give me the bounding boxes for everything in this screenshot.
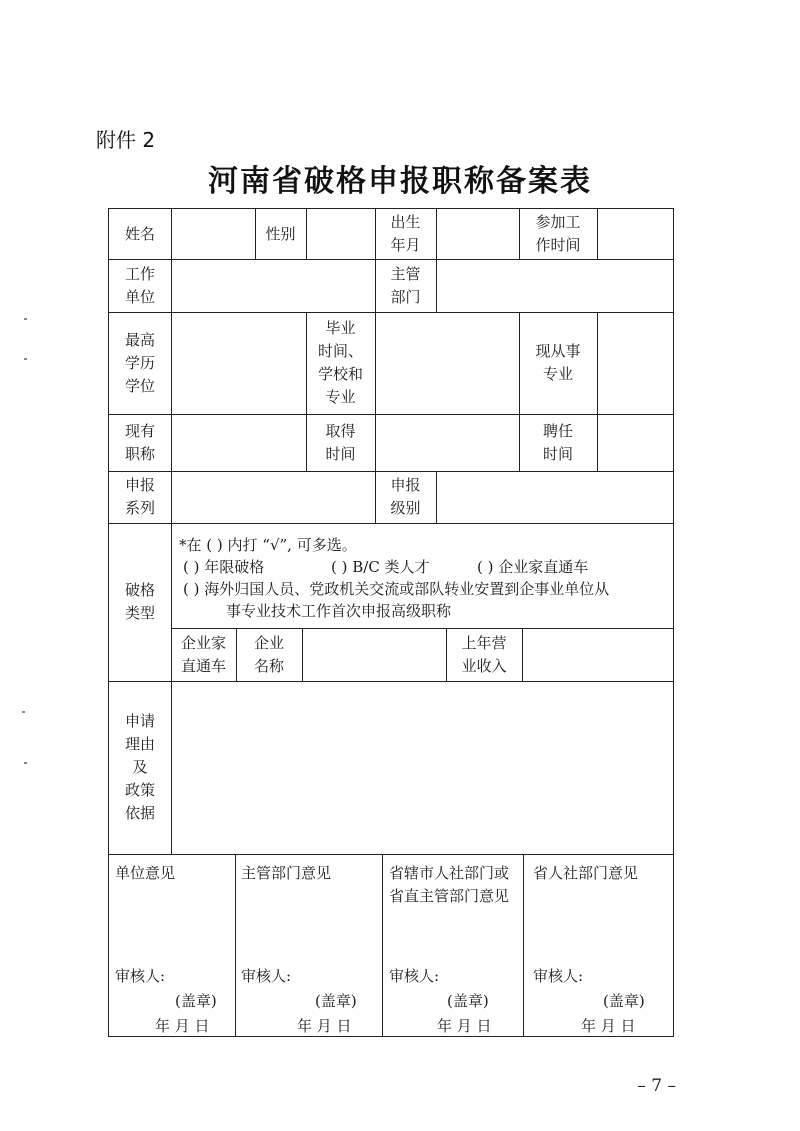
dept-seal: (盖章)	[315, 992, 357, 1010]
city-date: 年 月 日	[437, 1017, 492, 1035]
graduation-field[interactable]	[375, 312, 519, 414]
scan-speck	[24, 318, 27, 320]
page-number: – 7 –	[637, 1076, 676, 1096]
province-reviewer: 审核人:	[533, 967, 584, 985]
work-unit-label: 工作 单位	[124, 264, 155, 306]
option-returnee-transfer[interactable]: ( ) 海外归国人员、党政机关交流或部队转业安置到企事业单位从	[183, 580, 610, 598]
col-line	[382, 854, 383, 1036]
gender-label: 性别	[265, 224, 296, 243]
level-label: 申报 级别	[390, 476, 421, 517]
city-seal: (盖章)	[447, 992, 489, 1010]
dept-opinion-title: 主管部门意见	[241, 864, 332, 882]
scan-speck	[24, 358, 27, 360]
province-date: 年 月 日	[581, 1017, 636, 1035]
birth-field[interactable]	[436, 209, 519, 259]
city-opinion-title: 省辖市人社部门或	[389, 864, 510, 882]
row-line	[109, 523, 673, 524]
company-name-label: 企业 名称	[253, 633, 284, 675]
filing-form-table	[108, 208, 674, 1037]
row-line	[109, 854, 673, 855]
birth-label: 出生 年月	[390, 213, 421, 254]
work-unit-field[interactable]	[171, 259, 375, 312]
province-seal: (盖章)	[603, 992, 645, 1010]
unit-reviewer: 审核人:	[115, 967, 166, 985]
option-returnee-transfer-cont: 事专业技术工作首次申报高级职称	[226, 602, 452, 620]
current-title-field[interactable]	[171, 414, 306, 471]
name-label: 姓名	[124, 224, 155, 243]
break-type-note: *在 ( ) 内打 “√”, 可多选。	[179, 536, 357, 554]
supervising-dept-field[interactable]	[436, 259, 673, 312]
reason-label: 申请 理由 及 政策 依据	[124, 712, 155, 822]
gender-field[interactable]	[306, 209, 375, 259]
col-line	[523, 854, 524, 1036]
dept-reviewer: 审核人:	[241, 967, 292, 985]
education-field[interactable]	[171, 312, 306, 414]
break-type-label: 破格 类型	[124, 581, 155, 622]
hire-time-field[interactable]	[597, 414, 673, 471]
hire-time-label: 聘任 时间	[542, 421, 573, 463]
level-field[interactable]	[436, 471, 673, 523]
option-entrepreneur-track[interactable]: ( ) 企业家直通车	[477, 558, 589, 576]
entrepreneur-label: 企业家 直通车	[180, 633, 226, 675]
option-bc-talent[interactable]: ( ) B/C 类人才	[331, 558, 430, 576]
unit-seal: (盖章)	[175, 992, 217, 1010]
revenue-field[interactable]	[522, 628, 673, 681]
dept-date: 年 月 日	[297, 1017, 352, 1035]
province-opinion-title: 省人社部门意见	[533, 864, 639, 882]
current-title-label: 现有 职称	[124, 421, 155, 463]
graduation-label: 毕业 时间、 学校和 专业	[317, 319, 363, 406]
col-line	[235, 854, 236, 1036]
obtain-time-field[interactable]	[375, 414, 519, 471]
attachment-label: 附件 2	[96, 128, 156, 152]
option-seniority-break[interactable]: ( ) 年限破格	[183, 558, 265, 576]
name-field[interactable]	[171, 209, 255, 259]
supervising-dept-label: 主管 部门	[390, 264, 421, 306]
scan-speck	[22, 711, 25, 713]
obtain-time-label: 取得 时间	[325, 421, 356, 463]
series-field[interactable]	[171, 471, 375, 523]
reason-field[interactable]	[171, 681, 673, 854]
city-reviewer: 审核人:	[389, 967, 440, 985]
current-major-label: 现从事 专业	[535, 342, 581, 383]
company-name-field[interactable]	[302, 628, 446, 681]
unit-date: 年 月 日	[155, 1017, 210, 1035]
education-label: 最高 学历 学位	[124, 330, 155, 395]
form-title: 河南省破格申报职称备案表	[208, 164, 592, 199]
unit-opinion-title: 单位意见	[115, 864, 176, 882]
work-time-field[interactable]	[597, 209, 673, 259]
series-label: 申报 系列	[124, 476, 155, 517]
revenue-label: 上年营 业收入	[461, 633, 507, 675]
current-major-field[interactable]	[597, 312, 673, 414]
scan-speck	[24, 762, 27, 764]
work-time-label: 参加工 作时间	[535, 213, 581, 254]
city-opinion-title-line2: 省直主管部门意见	[389, 887, 510, 905]
